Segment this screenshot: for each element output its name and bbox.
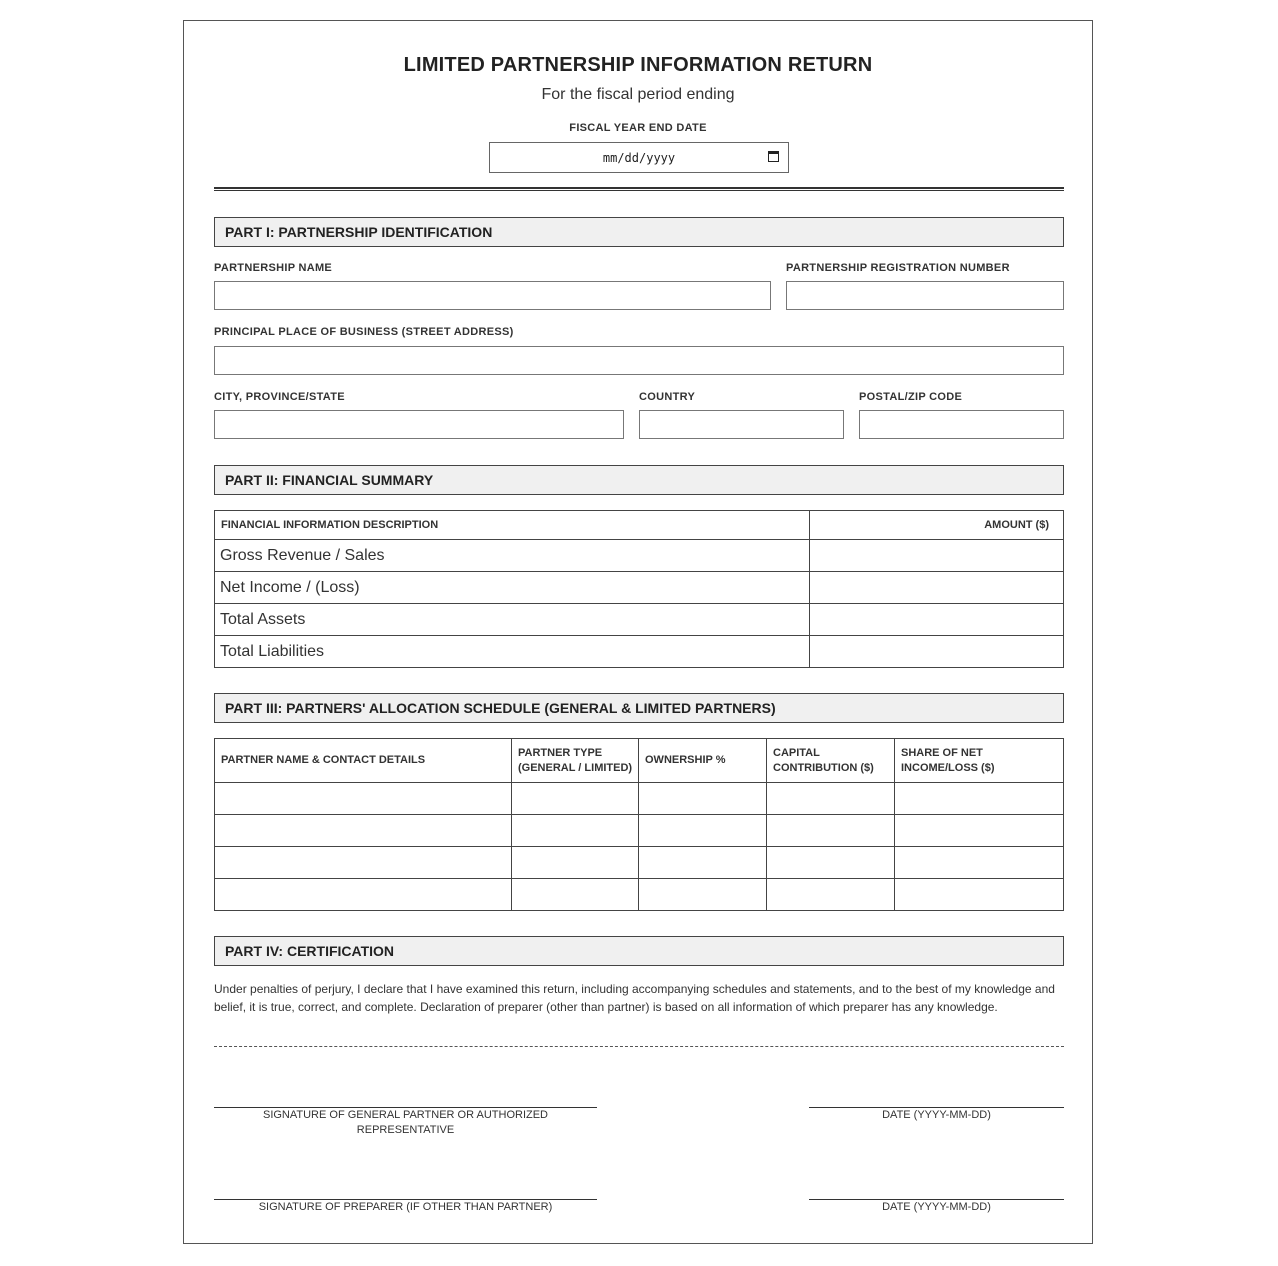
column-header-share: SHARE OF NET INCOME/LOSS ($) xyxy=(895,739,1064,783)
postal-code-field[interactable] xyxy=(859,410,1064,439)
table-header-row xyxy=(215,511,1064,540)
partnership-name-label: PARTNERSHIP NAME xyxy=(214,262,333,274)
partnership-name-field[interactable] xyxy=(214,281,771,310)
table-row xyxy=(215,783,1064,815)
postal-code-label: POSTAL/ZIP CODE xyxy=(859,391,963,403)
country-field[interactable] xyxy=(639,410,844,439)
partner-name-cell[interactable] xyxy=(215,783,512,815)
form-title: LIMITED PARTNERSHIP INFORMATION RETURN xyxy=(403,54,873,76)
part1-heading: PART I: PARTNERSHIP IDENTIFICATION xyxy=(214,217,1064,247)
date-placeholder: mm/dd/yyyy xyxy=(602,150,676,165)
partner-name-cell[interactable] xyxy=(215,879,512,911)
share-cell[interactable] xyxy=(895,783,1064,815)
partner-allocation-table xyxy=(214,738,1064,911)
amount-cell[interactable] xyxy=(810,540,1064,572)
fiscal-year-date-input[interactable] xyxy=(489,142,789,173)
fiscal-year-label: FISCAL YEAR END DATE xyxy=(569,122,707,134)
row-label: Total Assets xyxy=(215,604,810,636)
header-divider xyxy=(214,187,1064,191)
column-header-description: FINANCIAL INFORMATION DESCRIPTION xyxy=(215,511,810,540)
table-row xyxy=(215,540,1064,572)
amount-cell[interactable] xyxy=(810,636,1064,668)
row-label: Gross Revenue / Sales xyxy=(215,540,810,572)
ownership-cell[interactable] xyxy=(639,847,767,879)
amount-cell[interactable] xyxy=(810,572,1064,604)
financial-summary-table xyxy=(214,510,1064,668)
partner-type-cell[interactable] xyxy=(512,847,639,879)
part3-heading: PART III: PARTNERS' ALLOCATION SCHEDULE (GENERAL & LIMITED PARTNERS) xyxy=(214,693,1064,723)
form-page xyxy=(183,20,1093,1244)
address-field[interactable] xyxy=(214,346,1064,375)
column-header-partner-type: PARTNER TYPE (GENERAL / LIMITED) xyxy=(512,739,639,783)
amount-cell[interactable] xyxy=(810,604,1064,636)
ownership-cell[interactable] xyxy=(639,815,767,847)
calendar-icon[interactable] xyxy=(768,151,779,162)
partner-date-label: DATE (YYYY-MM-DD) xyxy=(882,1109,991,1121)
partner-name-cell[interactable] xyxy=(215,847,512,879)
ownership-cell[interactable] xyxy=(639,783,767,815)
table-row xyxy=(215,847,1064,879)
share-cell[interactable] xyxy=(895,847,1064,879)
form-subtitle: For the fiscal period ending xyxy=(541,86,735,103)
registration-number-label: PARTNERSHIP REGISTRATION NUMBER xyxy=(786,262,1010,274)
registration-number-field[interactable] xyxy=(786,281,1064,310)
part4-heading: PART IV: CERTIFICATION xyxy=(214,936,1064,966)
table-row xyxy=(215,572,1064,604)
city-label: CITY, PROVINCE/STATE xyxy=(214,391,345,403)
preparer-signature-label: SIGNATURE OF PREPARER (IF OTHER THAN PARTNER) xyxy=(258,1201,553,1213)
ownership-cell[interactable] xyxy=(639,879,767,911)
table-row xyxy=(215,604,1064,636)
capital-cell[interactable] xyxy=(767,783,895,815)
column-header-ownership: OWNERSHIP % xyxy=(639,739,767,783)
column-header-amount: AMOUNT ($) xyxy=(810,511,1064,540)
table-row xyxy=(215,879,1064,911)
certification-statement: Under penalties of perjury, I declare that I have examined this return, including accompanying schedules and statements, and to the best of my knowledge and belief, it is true, correct, and complete. Declaration of preparer (other than partner) is based on all information of which preparer has any knowledge. xyxy=(214,982,1055,1014)
dashed-divider xyxy=(214,1046,1064,1047)
table-header-row xyxy=(215,739,1064,783)
capital-cell[interactable] xyxy=(767,847,895,879)
table-row xyxy=(215,815,1064,847)
partner-type-cell[interactable] xyxy=(512,879,639,911)
column-header-capital: CAPITAL CONTRIBUTION ($) xyxy=(767,739,895,783)
share-cell[interactable] xyxy=(895,879,1064,911)
partner-name-cell[interactable] xyxy=(215,815,512,847)
address-label: PRINCIPAL PLACE OF BUSINESS (STREET ADDRESS) xyxy=(214,326,514,338)
city-field[interactable] xyxy=(214,410,624,439)
capital-cell[interactable] xyxy=(767,815,895,847)
share-cell[interactable] xyxy=(895,815,1064,847)
partner-signature-label: SIGNATURE OF GENERAL PARTNER OR AUTHORIZED REPRESENTATIVE xyxy=(262,1109,549,1136)
row-label: Net Income / (Loss) xyxy=(215,572,810,604)
preparer-date-label: DATE (YYYY-MM-DD) xyxy=(882,1201,991,1213)
country-label: COUNTRY xyxy=(639,391,696,403)
row-label: Total Liabilities xyxy=(215,636,810,668)
column-header-partner-name: PARTNER NAME & CONTACT DETAILS xyxy=(215,739,512,783)
part2-heading: PART II: FINANCIAL SUMMARY xyxy=(214,465,1064,495)
capital-cell[interactable] xyxy=(767,879,895,911)
partner-type-cell[interactable] xyxy=(512,783,639,815)
partner-type-cell[interactable] xyxy=(512,815,639,847)
table-row xyxy=(215,636,1064,668)
